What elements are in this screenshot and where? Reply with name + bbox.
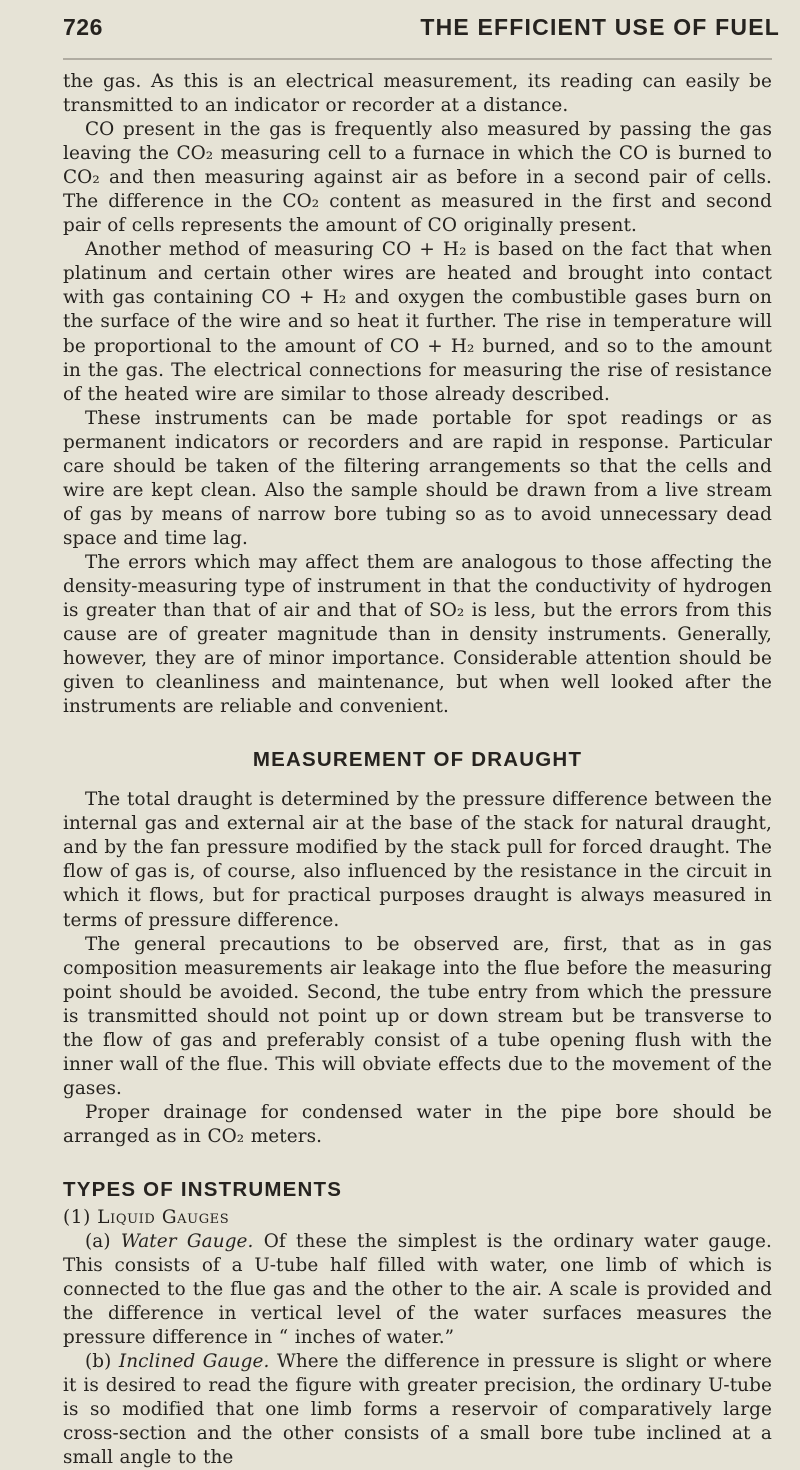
paragraph: CO present in the gas is frequently also measured by passing the gas leaving the CO₂ measuring cell to a furnace in which the CO is burned to CO₂ and then measuring against air as before in a second pair of cells. The difference in the CO₂ content as measured in the first and second pair of cells represents the amount of CO originally present. xyxy=(63,119,772,237)
item-text: Of these the simplest is the ordinary water gauge. This consists of a U-tube half filled with water, one limb of which is connected to the flue gas and the other to the air. A scale is provided and the difference in vertical level of the water surfaces measures the pressure difference in “ inches of water.” xyxy=(63,1230,772,1349)
paragraph: The general precautions to be observed are, first, that as in gas composition measurements air leakage into the flue before the measuring point should be avoided. Second, the tube entry from which the pressure is transmitted should not point up or down stream but be transverse to the flow of gas and preferably consist of a tube opening flush with the inner wall of the flue. This will obviate effects due to the movement of the gases. xyxy=(63,933,772,1099)
paragraph: The errors which may affect them are analogous to those affecting the density-measuring type of instrument in that the conductivity of hydrogen is greater than that of air and that of SO₂ is less, but the errors from this cause are of greater magnitude than in density instruments. Generally, however, they are of minor importance. Considerable attention should be given to cleanliness and maintenance, but when well looked after the instruments are reliable and convenient. xyxy=(63,551,772,718)
running-title: THE EFFICIENT USE OF FUEL xyxy=(420,14,780,40)
paragraph: Another method of measuring CO + H₂ is based on the fact that when platinum and certain other wires are heated and brought into contact with gas containing CO + H₂ and oxygen the combustible gases burn on the surface of the wire and so heat it further. The rise in temperature will be proportional to the amount of CO + H₂ burned, and so to the amount in the gas. The electrical connections for measuring the rise of resistance of the heated wire are similar to those already described. xyxy=(63,239,772,405)
item-title: Inclined Gauge. xyxy=(118,1351,270,1373)
paragraph: Proper drainage for condensed water in the pipe bore should be arranged as in CO₂ meters. xyxy=(63,1101,772,1147)
paragraph: the gas. As this is an electrical measurement, its reading can easily be transmitted to an indicator or recorder at a distance. xyxy=(63,71,772,117)
section-heading-types: TYPES OF INSTRUMENTS xyxy=(63,1177,343,1201)
page-number: 726 xyxy=(63,14,103,40)
item-text: Where the difference in pressure is slight or where it is desired to read the figure with greater precision, the ordinary U-tube is so modified that one limb forms a reservoir of comparatively large cross-section and the other consists of a small bore tube inclined at a small angle to the xyxy=(63,1351,772,1469)
section-heading-draught: MEASUREMENT OF DRAUGHT xyxy=(252,748,583,772)
header-rule xyxy=(63,58,772,60)
page-body xyxy=(63,70,772,1470)
paragraph-inclined-gauge xyxy=(63,1350,772,1470)
paragraph: The total draught is determined by the pressure difference between the internal gas and external air at the base of the stack for natural draught, and by the fan pressure modified by the stack pull for forced draught. The flow of gas is, of course, also influenced by the resistance in the circuit in which it flows, but for practical purposes draught is always measured in terms of pressure difference. xyxy=(63,789,772,931)
item-title: Water Gauge. xyxy=(120,1230,254,1252)
page-header xyxy=(63,14,780,54)
paragraph-water-gauge xyxy=(63,1230,772,1350)
item-label: (b) xyxy=(85,1351,112,1373)
item-label: (a) xyxy=(85,1230,111,1252)
paragraph: These instruments can be made portable for spot readings or as permanent indicators or recorders and are rapid in response. Particular care should be taken of the filtering arrangements so that the cells and wire are kept clean. Also the sample should be drawn from a live stream of gas by means of narrow bore tubing so as to avoid unnecessary dead space and time lag. xyxy=(63,407,772,549)
subheading-liquid-gauges: (1) Liquid Gauges xyxy=(63,1206,230,1228)
